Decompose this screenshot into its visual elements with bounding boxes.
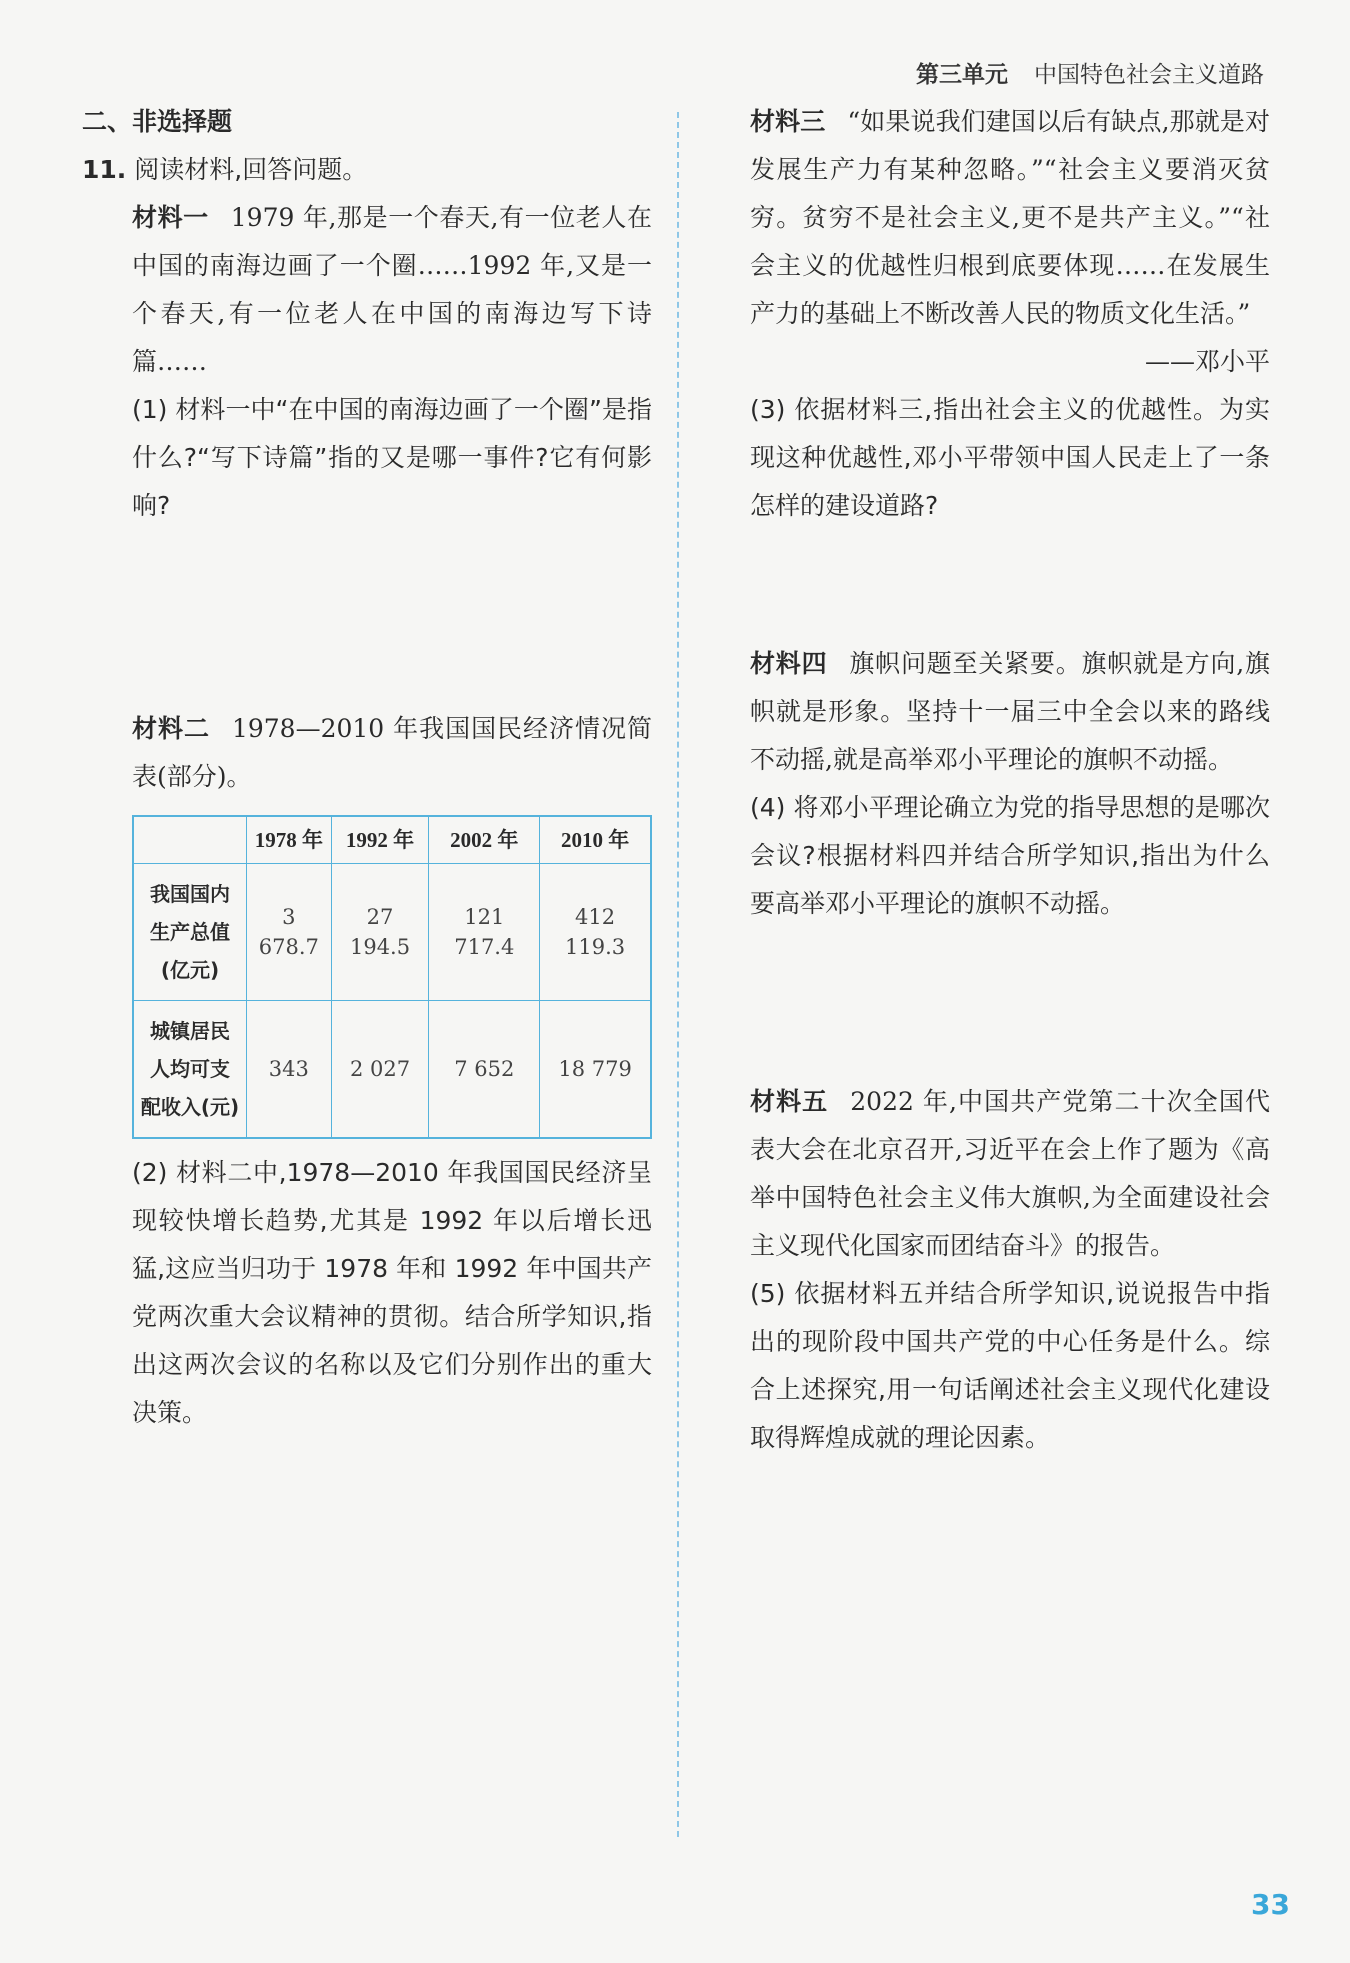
table-cell: 18 779 [540, 1001, 651, 1139]
row-header-line: 生产总值 [150, 920, 230, 944]
material-5-text: 2022 年,中国共产党第二十次全国代表大会在北京召开,习近平在会上作了题为《高举中国特色社会主义伟大旗帜,为全面建设社会主义现代化国家而团结奋斗》的报告。 [750, 1087, 1270, 1260]
material-2-label: 材料二 [132, 714, 210, 743]
left-column [82, 98, 652, 1437]
answer-space-3 [750, 530, 1270, 640]
material-3-source: ——邓小平 [1144, 347, 1270, 376]
table-header-cell: 1992 年 [331, 816, 429, 864]
material-3-text: “如果说我们建国以后有缺点,那就是对发展生产力有某种忽略。”“社会主义要消灭贫穷。贫穷不是社会主义,更不是共产主义。”“社会主义的优越性归根到底要体现……在发展生产力的基础上不断改善人民的物质文化生活。” [750, 107, 1270, 328]
subquestion-3: (3) 依据材料三,指出社会主义的优越性。为实现这种优越性,邓小平带领中国人民走上了一条怎样的建设道路? [750, 395, 1270, 520]
material-5 [750, 1078, 1270, 1270]
table-row [133, 1001, 651, 1139]
subquestion-2: (2) 材料二中,1978—2010 年我国国民经济呈现较快增长趋势,尤其是 1992 年以后增长迅猛,这应当归功于 1978 年和 1992 年中国共产党两次重大会议精神的贯彻。结合所学知识,指出这两次会议的名称以及它们分别作出的重大决策。 [132, 1158, 652, 1427]
material-4-text: 旗帜问题至关紧要。旗帜就是方向,旗帜就是形象。坚持十一届三中全会以来的路线不动摇,就是高举邓小平理论的旗帜不动摇。 [750, 649, 1270, 774]
answer-space-1 [132, 530, 652, 705]
row-header-gdp [133, 864, 247, 1001]
answer-space-4 [750, 928, 1270, 1078]
material-4-label: 材料四 [750, 649, 828, 678]
table-row [133, 864, 651, 1001]
row-header-line: 我国国内 [150, 882, 230, 906]
material-1 [132, 194, 652, 386]
table-cell: 7 652 [429, 1001, 540, 1139]
material-5-label: 材料五 [750, 1087, 829, 1116]
material-4 [750, 640, 1270, 784]
section-title: 二、非选择题 [82, 107, 233, 136]
subquestion-4: (4) 将邓小平理论确立为党的指导思想的是哪次会议?根据材料四并结合所学知识,指出为什么要高举邓小平理论的旗帜不动摇。 [750, 793, 1270, 918]
column-divider [677, 112, 679, 1837]
material-3-label: 材料三 [750, 107, 826, 136]
row-header-line: 城镇居民 [150, 1019, 230, 1043]
page-number: 33 [1251, 1888, 1290, 1921]
table-header-cell: 2002 年 [429, 816, 540, 864]
table-cell: 343 [247, 1001, 332, 1139]
material-2 [132, 705, 652, 801]
economy-table [132, 815, 652, 1139]
table-cell: 2 027 [331, 1001, 429, 1139]
table-cell: 3 678.7 [247, 864, 332, 1001]
material-1-text: 1979 年,那是一个春天,有一位老人在中国的南海边画了一个圈……1992 年,又是一个春天,有一位老人在中国的南海边写下诗篇…… [132, 203, 652, 376]
subquestion-1: (1) 材料一中“在中国的南海边画了一个圈”是指什么?“写下诗篇”指的又是哪一事件?它有何影响? [132, 395, 652, 520]
material-1-label: 材料一 [132, 203, 209, 232]
subquestion-5: (5) 依据材料五并结合所学知识,说说报告中指出的现阶段中国共产党的中心任务是什么。综合上述探究,用一句话阐述社会主义现代化建设取得辉煌成就的理论因素。 [750, 1279, 1270, 1452]
table-header-cell [133, 816, 247, 864]
table-cell: 121 717.4 [429, 864, 540, 1001]
unit-label: 第三单元 [916, 62, 1008, 88]
material-3 [750, 98, 1270, 386]
table-header-cell: 1978 年 [247, 816, 332, 864]
table-cell: 27 194.5 [331, 864, 429, 1001]
row-header-line: (亿元) [160, 958, 220, 982]
question-prompt: 阅读材料,回答问题。 [134, 155, 368, 184]
row-header-line: 配收入(元) [140, 1095, 240, 1119]
unit-title: 中国特色社会主义道路 [1034, 62, 1264, 88]
question-number: 11. [82, 155, 127, 184]
table-cell: 412 119.3 [540, 864, 651, 1001]
material-2-text: 1978—2010 年我国国民经济情况简表(部分)。 [132, 714, 652, 791]
table-header-cell: 2010 年 [540, 816, 651, 864]
table-header-row [133, 816, 651, 864]
running-header [916, 56, 1264, 89]
question-11 [82, 146, 652, 194]
right-column [750, 98, 1270, 1462]
row-header-line: 人均可支 [150, 1057, 230, 1081]
material-1-block [82, 194, 652, 1437]
row-header-income [133, 1001, 247, 1139]
